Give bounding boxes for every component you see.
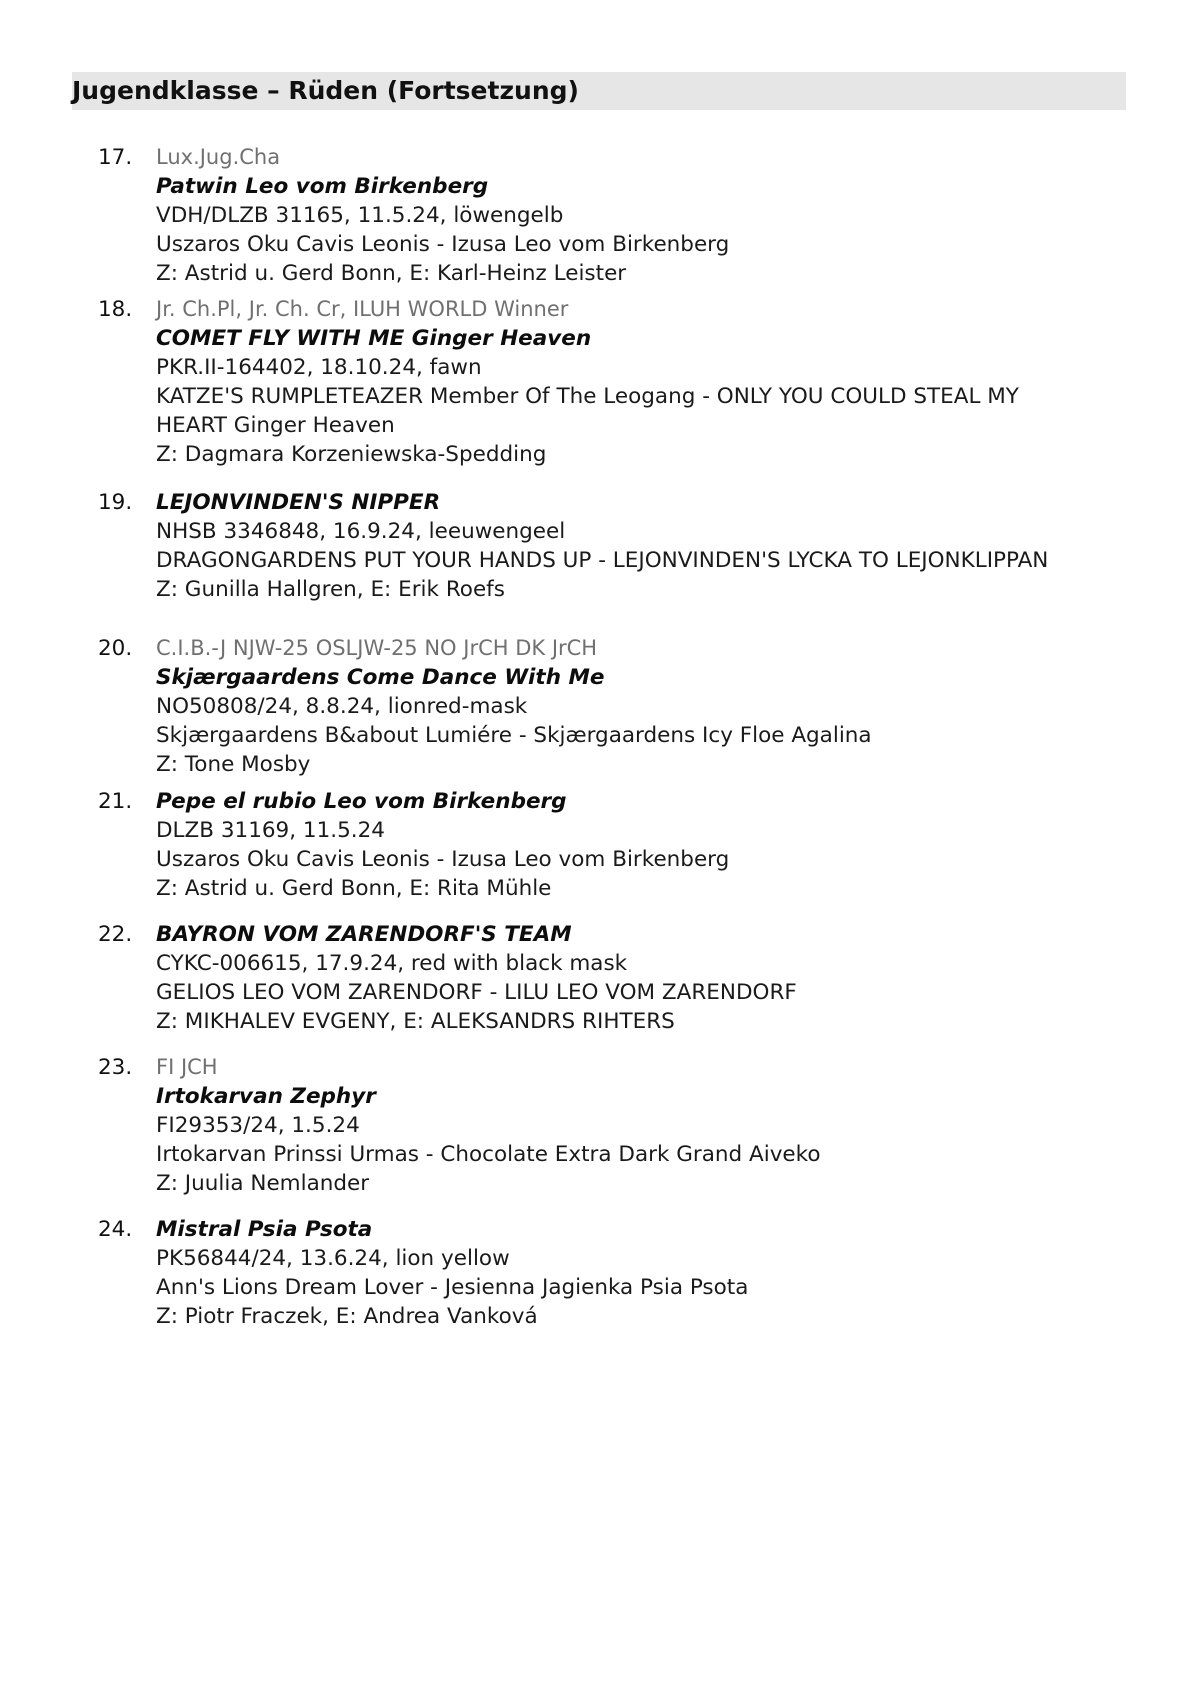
registration: CYKC-006615, 17.9.24, red with black mask — [156, 951, 628, 976]
breeder-owner: Z: Gunilla Hallgren, E: Erik Roefs — [156, 577, 505, 602]
dog-name: Skjærgaardens Come Dance With Me — [156, 665, 605, 690]
breeder-owner: Z: Juulia Nemlander — [156, 1171, 370, 1196]
entry-body — [156, 920, 1156, 1036]
entry-number: 23. — [98, 1055, 133, 1080]
entry-title: C.I.B.-J NJW-25 OSLJW-25 NO JrCH DK JrCH — [156, 636, 598, 660]
entry-body — [156, 1215, 1156, 1331]
parents: Uszaros Oku Cavis Leonis - Izusa Leo vom Birkenberg — [156, 847, 730, 872]
dog-name: Mistral Psia Psota — [156, 1217, 373, 1242]
entry-number: 21. — [98, 789, 133, 814]
breeder-owner: Z: Dagmara Korzeniewska-Spedding — [156, 442, 547, 467]
parents: Ann's Lions Dream Lover - Jesienna Jagienka Psia Psota — [156, 1275, 749, 1300]
entry-body — [156, 787, 1156, 903]
registration: PK56844/24, 13.6.24, lion yellow — [156, 1246, 510, 1271]
dog-name: COMET FLY WITH ME Ginger Heaven — [156, 326, 592, 351]
entry-body — [156, 488, 1156, 604]
breeder-owner: Z: MIKHALEV EVGENY, E: ALEKSANDRS RIHTERS — [156, 1009, 675, 1034]
breeder-owner: Z: Astrid u. Gerd Bonn, E: Rita Mühle — [156, 876, 552, 901]
registration: NHSB 3346848, 16.9.24, leeuwengeel — [156, 519, 566, 544]
registration: FI29353/24, 1.5.24 — [156, 1113, 360, 1138]
entry-number: 24. — [98, 1217, 133, 1242]
section-header — [72, 72, 1126, 110]
entry-body — [156, 143, 1156, 288]
registration: VDH/DLZB 31165, 11.5.24, löwengelb — [156, 203, 564, 228]
registration: DLZB 31169, 11.5.24 — [156, 818, 385, 843]
parents: GELIOS LEO VOM ZARENDORF - LILU LEO VOM ZARENDORF — [156, 980, 797, 1005]
parents: KATZE'S RUMPLETEAZER Member Of The Leogang - ONLY YOU COULD STEAL MY HEART Ginger Heaven — [156, 384, 1019, 438]
parents: DRAGONGARDENS PUT YOUR HANDS UP - LEJONVINDEN'S LYCKA TO LEJONKLIPPAN — [156, 548, 1049, 573]
dog-name: Irtokarvan Zephyr — [156, 1084, 376, 1109]
entry-body — [156, 295, 1156, 469]
parents: Skjærgaardens B&about Lumiére - Skjærgaardens Icy Floe Agalina — [156, 723, 872, 748]
entry-number: 18. — [98, 297, 133, 322]
dog-name: LEJONVINDEN'S NIPPER — [156, 490, 441, 515]
registration: NO50808/24, 8.8.24, lionred-mask — [156, 694, 528, 719]
section-title: Jugendklasse – Rüden (Fortsetzung) — [72, 76, 579, 105]
entry-number: 19. — [98, 490, 133, 515]
breeder-owner: Z: Tone Mosby — [156, 752, 311, 777]
entry-body — [156, 634, 1156, 779]
dog-name: Pepe el rubio Leo vom Birkenberg — [156, 789, 567, 814]
entry-title: Jr. Ch.Pl, Jr. Ch. Cr, ILUH WORLD Winner — [156, 297, 569, 321]
breeder-owner: Z: Piotr Fraczek, E: Andrea Vanková — [156, 1304, 538, 1329]
entry-number: 17. — [98, 145, 133, 170]
breeder-owner: Z: Astrid u. Gerd Bonn, E: Karl-Heinz Leister — [156, 261, 627, 286]
registration: PKR.II-164402, 18.10.24, fawn — [156, 355, 482, 380]
dog-name: BAYRON VOM ZARENDORF'S TEAM — [156, 922, 572, 947]
entry-number: 22. — [98, 922, 133, 947]
parents: Uszaros Oku Cavis Leonis - Izusa Leo vom Birkenberg — [156, 232, 730, 257]
entry-title: FI JCH — [156, 1055, 218, 1079]
dog-name: Patwin Leo vom Birkenberg — [156, 174, 489, 199]
entry-body — [156, 1053, 1156, 1198]
entry-title: Lux.Jug.Cha — [156, 145, 281, 169]
parents: Irtokarvan Prinssi Urmas - Chocolate Extra Dark Grand Aiveko — [156, 1142, 821, 1167]
entry-number: 20. — [98, 636, 133, 661]
